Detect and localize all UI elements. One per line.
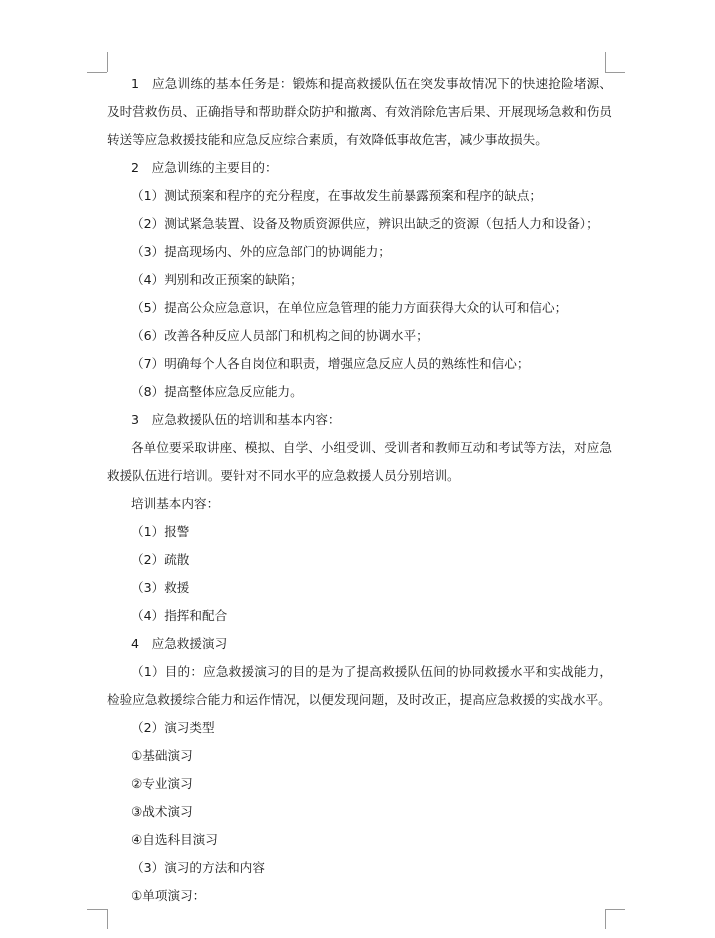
paragraph-line: 及时营救伤员、正确指导和帮助群众防护和撤离、有效消除危害后果、开展现场急救和伤员 (107, 104, 612, 119)
paragraph-line: 1 应急训练的基本任务是：锻炼和提高救援队伍在突发事故情况下的快速抢险堵源、 (131, 76, 612, 91)
paragraph-line: （1）目的：应急救援演习的目的是为了提高救援队伍间的协同救援水平和实战能力， (131, 664, 612, 679)
list-item: （2）测试紧急装置、设备及物质资源供应，辨识出缺乏的资源（包括人力和设备）； (131, 216, 599, 231)
list-item: （7）明确每个人各自岗位和职责，增强应急反应人员的熟练性和信心； (131, 356, 530, 371)
list-item: （1）测试预案和程序的充分程度，在事故发生前暴露预案和程序的缺点； (131, 188, 543, 203)
bottom-left-margin-mark-v (107, 909, 108, 929)
list-item: ④自选科目演习 (131, 832, 218, 847)
list-item: （6）改善各种反应人员部门和机构之间的协调水平； (131, 328, 429, 343)
list-item: （2）演习类型 (131, 720, 215, 735)
list-item: （1）报警 (131, 524, 190, 539)
section-heading: 3 应急救援队伍的培训和基本内容： (131, 412, 341, 427)
bottom-left-margin-mark-h (87, 909, 107, 910)
list-item: ①单项演习： (131, 888, 206, 903)
paragraph-line: 培训基本内容： (131, 496, 220, 511)
list-item: （3）提高现场内、外的应急部门的协调能力； (131, 244, 391, 259)
list-item: （3）演习的方法和内容 (131, 860, 265, 875)
list-item: （2）疏散 (131, 552, 190, 567)
list-item: （4）指挥和配合 (131, 608, 228, 623)
list-item: ①基础演习 (131, 748, 193, 763)
list-item: ②专业演习 (131, 776, 193, 791)
list-item: ③战术演习 (131, 804, 193, 819)
list-item: （3）救援 (131, 580, 190, 595)
paragraph-line: 检验应急救援综合能力和运作情况，以便发现问题，及时改正，提高应急救援的实战水平。 (107, 692, 611, 707)
list-item: （4）判别和改正预案的缺陷； (131, 272, 303, 287)
top-right-margin-mark-v (605, 52, 606, 72)
list-item: （5）提高公众应急意识，在单位应急管理的能力方面获得大众的认可和信心； (131, 300, 568, 315)
section-heading: 4 应急救援演习 (131, 636, 228, 651)
document-body (107, 70, 612, 910)
paragraph-line: 各单位要采取讲座、模拟、自学、小组受训、受训者和教师互动和考试等方法，对应急 (131, 440, 612, 455)
paragraph-line: 转送等应急救援技能和应急反应综合素质，有效降低事故危害，减少事故损失。 (107, 132, 548, 147)
top-left-margin-mark-h (87, 72, 107, 73)
section-heading: 2 应急训练的主要目的： (131, 160, 278, 175)
top-left-margin-mark-v (107, 52, 108, 72)
list-item: （8）提高整体应急反应能力。 (131, 384, 303, 399)
bottom-right-margin-mark-v (605, 909, 606, 929)
paragraph-line: 救援队伍进行培训。要针对不同水平的应急救援人员分别培训。 (107, 468, 460, 483)
